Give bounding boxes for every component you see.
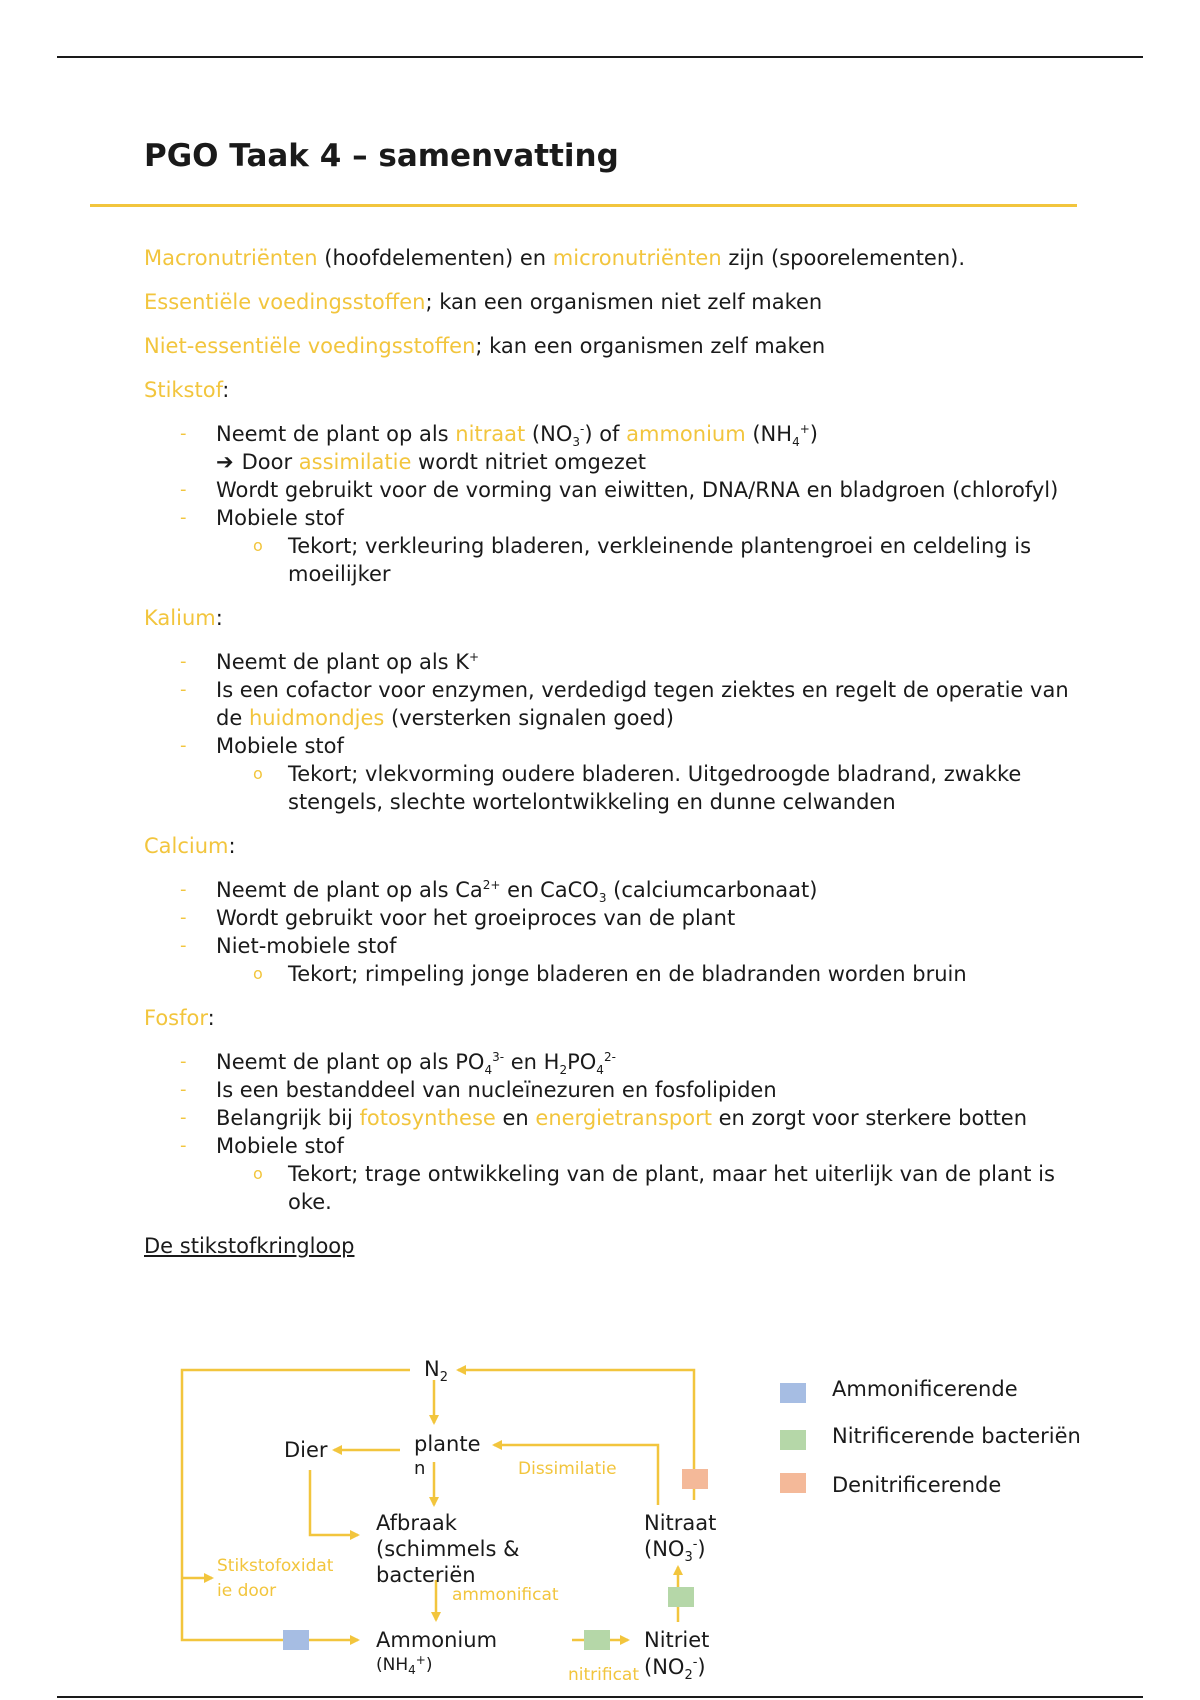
dash-bullet: -	[180, 507, 187, 528]
section-heading-stikstof: Stikstof:	[144, 378, 230, 402]
dash-bullet: -	[180, 679, 187, 700]
dash-bullet: -	[180, 423, 187, 444]
dash-bullet: -	[180, 907, 187, 928]
dash-bullet: -	[180, 935, 187, 956]
node-afbraak-2: (schimmels &	[376, 1537, 520, 1561]
cycle-arrows	[182, 1370, 694, 1640]
nitrificerende-marker	[668, 1587, 694, 1607]
sublist	[216, 760, 1074, 816]
node-n2: $N_2$	[424, 1357, 448, 1385]
cycle-heading: De stikstofkringloop	[144, 1234, 355, 1258]
intro-line-3: Niet-essentiële voedingsstoffen; kan een organismen zelf maken	[144, 334, 826, 358]
list-item: - Wordt gebruikt voor het groeiproces van de plant	[180, 906, 736, 930]
node-dier: Dier	[284, 1438, 328, 1462]
node-ammonium-1: Ammonium	[376, 1628, 498, 1652]
label-stikstofoxidatie-2: ie door	[217, 1581, 277, 1601]
list-item: - Mobiele stof o Tekort; vlekvorming oudere bladeren. Uitgedroogde bladrand, zwakke stengels, slechte wortelontwikkeling en dunne celwanden	[144, 732, 1074, 816]
bottom-rule	[57, 1696, 1143, 1698]
legend-swatch-ammonificerende	[780, 1383, 806, 1403]
section-heading-kalium: Kalium:	[144, 606, 223, 630]
list-item: - Neemt de plant op als K+	[180, 650, 480, 674]
legend-label-nitrificerende: Nitrificerende bacteriën	[832, 1424, 1081, 1448]
list-item: - Neemt de plant op als $Ca^{2+}$ en CaCO$_3$ (calciumcarbonaat)	[180, 878, 818, 906]
dash-bullet: -	[180, 735, 187, 756]
arrow-item: ➔ Door assimilatie wordt nitriet omgezet	[216, 450, 646, 474]
list-item: - Belangrijk bij fotosynthese en energietransport en zorgt voor sterkere botten	[180, 1106, 1028, 1130]
section-heading-calcium: Calcium:	[144, 834, 236, 858]
sublist	[216, 960, 1074, 988]
circle-bullet: o	[253, 764, 263, 783]
denitrificerende-marker	[682, 1469, 708, 1489]
list-item: - Is een bestanddeel van nucleïnezuren en fosfolipiden	[180, 1078, 777, 1102]
arrow-nitraat-to-n2	[458, 1370, 694, 1500]
arrow-n2-to-ammonium	[182, 1370, 410, 1640]
stikstof-list	[144, 420, 1074, 588]
circle-bullet: o	[253, 536, 263, 555]
sublist-item: o Tekort; rimpeling jonge bladeren en de bladranden worden bruin	[253, 962, 967, 986]
node-nitraat-2: $(NO_3^-)$	[644, 1537, 706, 1565]
ammonificerende-marker	[283, 1630, 309, 1650]
sublist-item: o Tekort; verkleuring bladeren, verkleinende plantengroei en celdeling is moeilijker	[253, 534, 1032, 586]
legend-label-denitrificerende: Denitrificerende	[832, 1473, 1002, 1497]
dash-bullet: -	[180, 1051, 187, 1072]
arrow-dier-to-afbraak	[310, 1470, 358, 1535]
top-rule	[57, 56, 1143, 58]
list-item: - Wordt gebruikt voor de vorming van eiwitten, DNA/RNA en bladgroen (chlorofyl)	[180, 478, 1059, 502]
label-stikstofoxidatie-1: Stikstofoxidat	[217, 1556, 334, 1576]
document-body	[144, 244, 1074, 1276]
list-item: - Mobiele stof o Tekort; trage ontwikkeling van de plant, maar het uiterlijk van de plant is oke.	[144, 1132, 1074, 1216]
title-underline	[90, 204, 1077, 207]
section-heading-fosfor: Fosfor:	[144, 1006, 215, 1030]
legend-swatch-denitrificerende	[780, 1473, 806, 1493]
sublist-item: o Tekort; trage ontwikkeling van de plant, maar het uiterlijk van de plant is oke.	[253, 1162, 1055, 1214]
sublist	[216, 532, 1074, 588]
list-item: - Mobiele stof o Tekort; verkleuring bladeren, verkleinende plantengroei en celdeling is moeilijker	[144, 504, 1074, 588]
dash-bullet: -	[180, 479, 187, 500]
list-item: - Neemt de plant op als $PO_4^{3-}$ en $H_2PO_4^{2-}$	[180, 1050, 616, 1078]
kalium-list	[144, 648, 1074, 816]
nitrificerende-marker-2	[584, 1630, 610, 1650]
list-item: - Is een cofactor voor enzymen, verdedigd tegen ziektes en regelt de operatie van de huidmondjes (versterken signalen goed)	[180, 678, 1069, 730]
node-ammonium-2: $(NH_4^+)$	[376, 1653, 433, 1677]
legend-swatch-nitrificerende	[780, 1430, 806, 1450]
intro-line-2: Essentiële voedingsstoffen; kan een organismen niet zelf maken	[144, 290, 823, 314]
node-planten-overflow: n	[414, 1458, 426, 1479]
dash-bullet: -	[180, 1079, 187, 1100]
label-dissimilatie: Dissimilatie	[518, 1459, 617, 1479]
node-afbraak-3: bacteriën	[376, 1563, 476, 1587]
node-afbraak-1: Afbraak	[376, 1511, 457, 1535]
list-item: - Niet-mobiele stof o Tekort; rimpeling jonge bladeren en de bladranden worden bruin	[144, 932, 1074, 988]
sublist-item: o Tekort; vlekvorming oudere bladeren. Uitgedroogde bladrand, zwakke stengels, slechte wortelontwikkeling en dunne celwanden	[253, 762, 1022, 814]
dash-bullet: -	[180, 1107, 187, 1128]
label-nitrificatie: nitrificat	[568, 1665, 640, 1685]
dash-bullet: -	[180, 651, 187, 672]
fosfor-list	[144, 1048, 1074, 1216]
list-item: - Neemt de plant op als nitraat $(NO_3^-)$ of ammonium $(NH_4^+)$	[180, 422, 818, 450]
label-ammonificatie: ammonificat	[452, 1585, 559, 1605]
node-planten: plante	[414, 1432, 481, 1456]
node-nitraat-1: Nitraat	[644, 1511, 717, 1535]
calcium-list	[144, 876, 1074, 988]
dash-bullet: -	[180, 879, 187, 900]
legend	[780, 1377, 1081, 1497]
sublist	[216, 1160, 1074, 1216]
node-nitriet-1: Nitriet	[644, 1628, 710, 1652]
node-nitriet-2: $(NO_2^-)$	[644, 1655, 706, 1683]
legend-label-ammonificerende: Ammonificerende	[832, 1377, 1018, 1401]
dash-bullet: -	[180, 1135, 187, 1156]
circle-bullet: o	[253, 1164, 263, 1183]
circle-bullet: o	[253, 964, 263, 983]
page-title: PGO Taak 4 – samenvatting	[144, 138, 619, 174]
intro-line-1: Macronutriënten (hoofdelementen) en micronutriënten zijn (spoorelementen).	[144, 246, 966, 270]
arrow-right-icon: ➔	[216, 450, 234, 474]
arrow-dissimilatie	[494, 1445, 658, 1505]
